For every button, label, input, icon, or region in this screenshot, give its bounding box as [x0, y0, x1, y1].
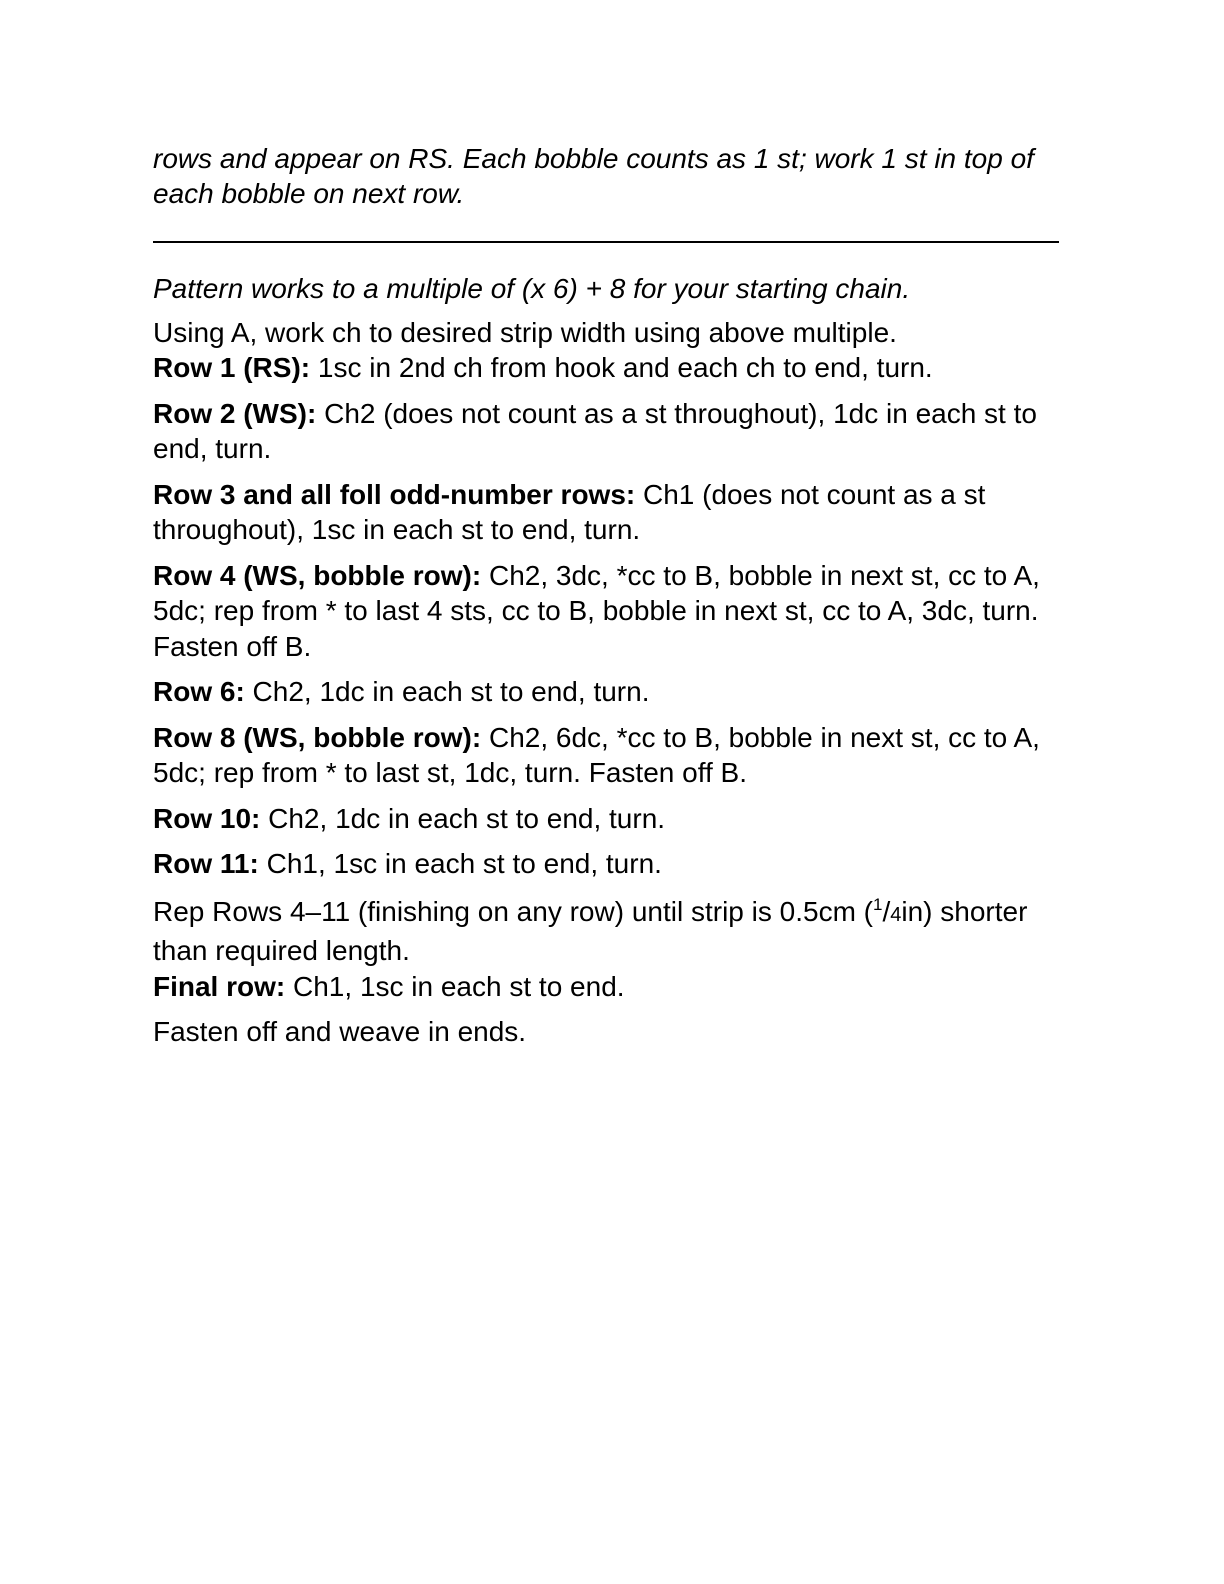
row-3-label: Row 3 and all foll odd-number rows: — [153, 478, 636, 510]
row-3-text: Ch1 (does not count as a st throughout), 1sc in each st to end, turn. — [153, 478, 986, 545]
fraction-numerator: 1 — [873, 894, 883, 914]
row-2 — [153, 396, 1063, 467]
row-1-label: Row 1 (RS): — [153, 352, 311, 383]
row-6 — [153, 674, 1063, 710]
finish-instruction: Fasten off and weave in ends. — [153, 1016, 527, 1047]
row-10 — [153, 801, 1063, 837]
row-2-label: Row 2 (WS): — [153, 397, 317, 429]
pattern-page — [153, 141, 1063, 1060]
row-4 — [153, 558, 1063, 665]
final-row-text: Ch1, 1sc in each st to end. — [285, 970, 625, 1002]
final-row-label: Final row: — [153, 970, 286, 1002]
fraction-slash: / — [882, 895, 891, 927]
row-11-label: Row 11: — [153, 848, 259, 879]
row-11 — [153, 846, 1063, 882]
repeat-text-start: Rep Rows 4–11 (finishing on any row) until strip is 0.5cm ( — [153, 895, 874, 927]
row-1 — [153, 350, 1063, 386]
final-row — [153, 969, 1063, 1005]
section-divider — [153, 241, 1059, 243]
repeat-instruction — [153, 894, 1063, 969]
row-8-label: Row 8 (WS, bobble row): — [153, 721, 482, 753]
intro-note: rows and appear on RS. Each bobble counts as 1 st; work 1 st in top of each bobble on next row. — [153, 143, 1034, 209]
fraction-denominator: 4 — [890, 903, 902, 926]
row-4-label: Row 4 (WS, bobble row): — [153, 559, 482, 591]
row-1-text: 1sc in 2nd ch from hook and each ch to end, turn. — [310, 352, 933, 383]
row-2-text: Ch2 (does not count as a st throughout), 1dc in each st to end, turn. — [153, 397, 1037, 464]
row-4-text: Ch2, 3dc, *cc to B, bobble in next st, cc to A, 5dc; rep from * to last 4 sts, cc to B, bobble in next st, cc to A, 3dc, turn. Fasten off B. — [153, 559, 1040, 662]
row-8 — [153, 720, 1063, 791]
row-6-text: Ch2, 1dc in each st to end, turn. — [244, 676, 650, 707]
repeat-text-end: in) shorter than required length. — [153, 895, 1028, 966]
multiple-note: Pattern works to a multiple of (x 6) + 8 for your starting chain. — [153, 273, 911, 304]
setup-instruction: Using A, work ch to desired strip width using above multiple. — [153, 316, 897, 348]
row-3 — [153, 477, 1063, 548]
row-11-text: Ch1, 1sc in each st to end, turn. — [258, 848, 662, 879]
row-10-text: Ch2, 1dc in each st to end, turn. — [260, 802, 666, 834]
row-8-text: Ch2, 6dc, *cc to B, bobble in next st, cc to A, 5dc; rep from * to last st, 1dc, turn. Fasten off B. — [153, 721, 1040, 788]
row-10-label: Row 10: — [153, 802, 261, 834]
row-6-label: Row 6: — [153, 676, 245, 707]
